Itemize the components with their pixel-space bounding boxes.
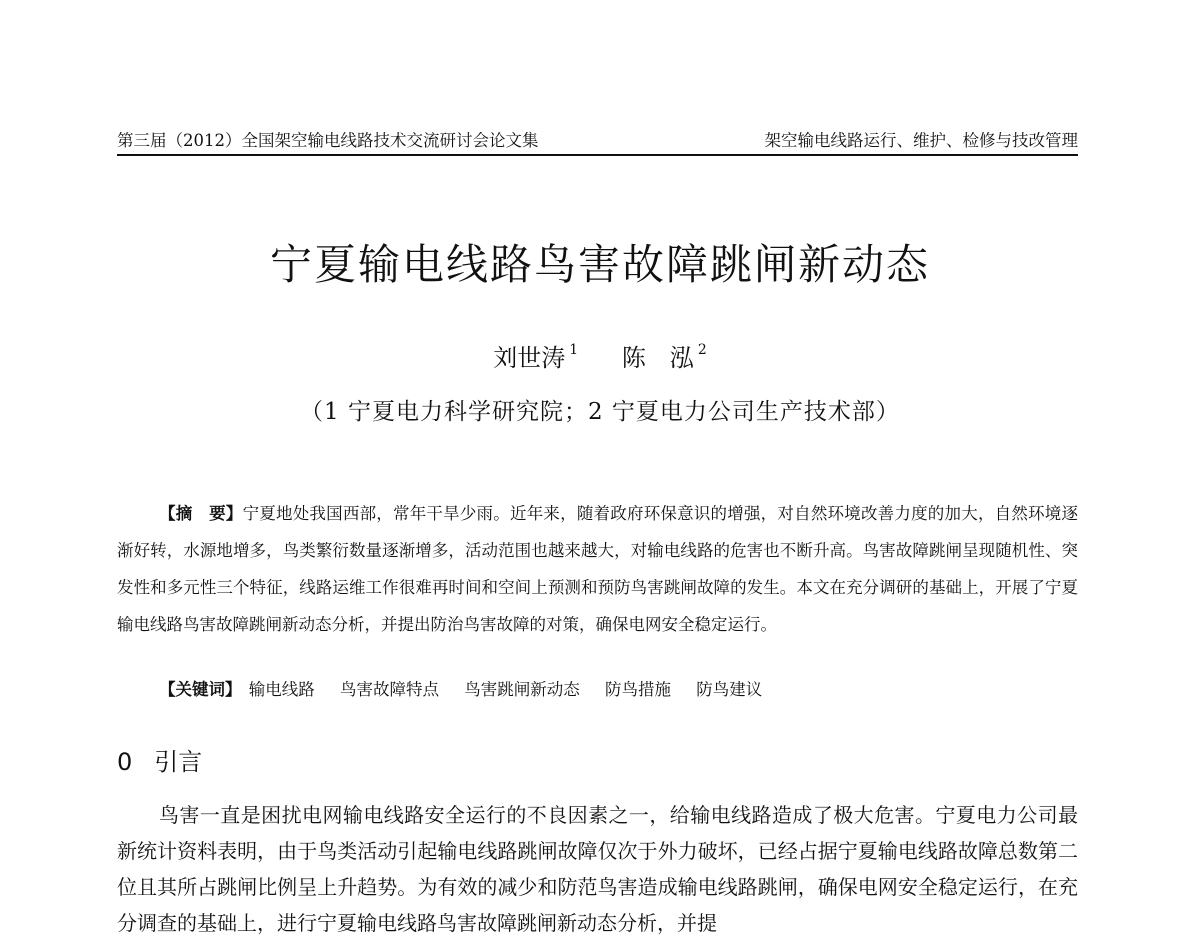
- abstract: [117, 495, 1078, 643]
- header-conference: 第三届（2012）全国架空输电线路技术交流研讨会论文集: [117, 131, 539, 150]
- section-heading: [117, 742, 202, 777]
- abstract-label: 【摘 要】: [159, 504, 243, 523]
- affiliations: （1 宁夏电力科学研究院；2 宁夏电力公司生产技术部）: [300, 399, 900, 425]
- keyword: 鸟害故障特点: [340, 680, 439, 699]
- running-header: [117, 126, 1078, 156]
- abstract-text: 宁夏地处我国西部，常年干旱少雨。近年来，随着政府环保意识的增强，对自然环境改善力度的加大，自然环境逐渐好转，水源地增多，鸟类繁衍数量逐渐增多，活动范围也越来越大，对输电线路的危害也不断升高。鸟害故障跳闸呈现随机性、突发性和多元性三个特征，线路运维工作很难再时间和空间上预测和预防鸟害跳闸故障的发生。本文在充分调研的基础上，开展了宁夏输电线路鸟害故障跳闸新动态分析，并提出防治鸟害故障的对策，确保电网安全稳定运行。: [117, 504, 1079, 634]
- keywords-label: 【关键词】: [159, 680, 242, 699]
- author-affiliation-mark: 2: [697, 342, 707, 358]
- author-list: [0, 338, 1200, 373]
- body-paragraph: 鸟害一直是困扰电网输电线路安全运行的不良因素之一，给输电线路造成了极大危害。宁夏电力公司最新统计资料表明，由于鸟类活动引起输电线路跳闸故障仅次于外力破坏，已经占据宁夏输电线路故障总数第二位且其所占跳闸比例呈上升趋势。为有效的减少和防范鸟害造成输电线路跳闸，确保电网安全稳定运行，在充分调查的基础上，进行宁夏输电线路鸟害故障跳闸新动态分析，并提: [117, 803, 1078, 935]
- keyword: 鸟害跳闸新动态: [464, 680, 580, 699]
- keyword: 防鸟措施: [605, 680, 671, 699]
- author-affiliation-mark: 1: [569, 342, 579, 358]
- author-name: 刘世涛: [493, 344, 566, 372]
- author-name: 陈 泓: [621, 344, 694, 372]
- section-title: 引言: [154, 748, 203, 776]
- keyword: 输电线路: [248, 680, 315, 699]
- author: [622, 338, 707, 373]
- header-topic: 架空输电线路运行、维护、检修与技改管理: [764, 131, 1078, 150]
- section-number: 0: [117, 748, 133, 776]
- paper-title: 宁夏输电线路鸟害故障跳闸新动态: [269, 240, 930, 289]
- keywords: [159, 675, 1079, 705]
- keyword: 防鸟建议: [696, 680, 763, 699]
- author: [493, 338, 578, 373]
